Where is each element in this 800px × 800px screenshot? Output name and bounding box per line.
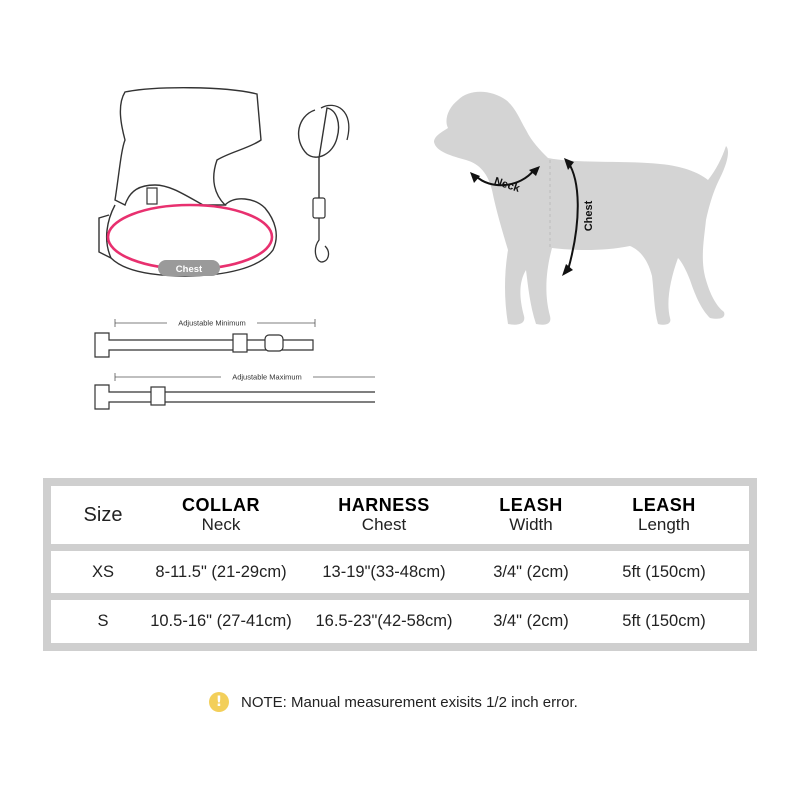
harness-diagram [85,80,375,420]
size-table [43,478,757,651]
row-xs-size: XS [91,562,115,581]
collar-max-label: Adjustable Maximum [232,372,302,382]
collar-min-label: Adjustable Minimum [178,318,246,328]
harness-chest-label: Chest [175,264,203,275]
row-xs-leash-width: 3/4" (2cm) [493,562,569,581]
dog-chest-label: Chest [583,200,595,232]
dog-diagram [420,80,750,380]
leash [299,108,339,200]
header-collar: COLLAR Neck [182,495,260,534]
row-s-size: S [97,612,109,630]
row-s-collar: 10.5-16" (27-41cm) [150,612,292,630]
dog-silhouette [434,92,728,325]
table-row [51,600,749,643]
table-header-row [51,486,749,544]
row-xs-harness: 13-19"(33-48cm) [322,562,446,581]
row-s-harness: 16.5-23"(42-58cm) [315,612,453,630]
dog-neck-label: Neck [492,175,522,195]
header-harness: HARNESS Chest [338,495,430,534]
header-leash-length: LEASH Length [632,495,696,534]
header-leash-width: LEASH Width [499,495,563,534]
collar-max [95,385,375,409]
measurement-note [209,690,578,714]
header-size: Size [83,503,123,526]
note-text: NOTE: Manual measurement exisits 1/2 inch error. [241,693,578,711]
row-xs-collar: 8-11.5" (21-29cm) [155,562,287,581]
chest-ring [108,205,272,269]
row-s-leash-width: 3/4" (2cm) [493,612,569,630]
warning-icon: ! [209,692,229,712]
harness-body [115,88,261,205]
table-row [51,551,749,593]
row-s-leash-length: 5ft (150cm) [622,612,706,630]
row-xs-leash-length: 5ft (150cm) [622,562,706,581]
